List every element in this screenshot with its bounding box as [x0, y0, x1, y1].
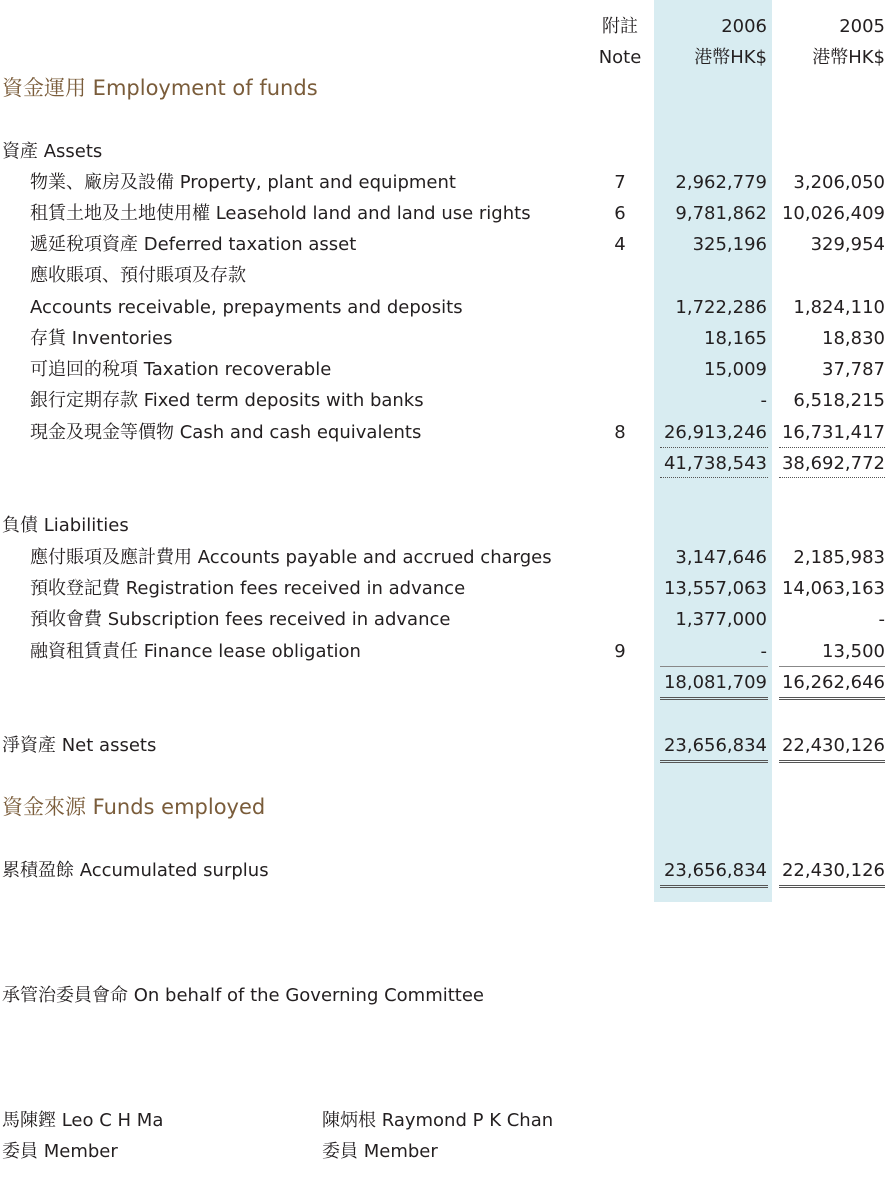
- section-employment-of-funds: 資金運用 Employment of funds: [2, 76, 318, 100]
- asset-row-2005: 1,824,110: [793, 297, 885, 318]
- liability-row-2005: 14,063,163: [781, 578, 885, 599]
- asset-row-2005: 6,518,215: [793, 390, 885, 411]
- net-assets-2005: 22,430,126: [781, 735, 885, 756]
- liability-row-2005: 13,500: [822, 641, 885, 662]
- subtotal-rule: [779, 666, 885, 667]
- col-2005-unit: 港幣HK$: [812, 47, 885, 68]
- asset-row-label: 租賃土地及土地使用權 Leasehold land and land use rights: [30, 203, 531, 224]
- liability-row-2006: 3,147,646: [675, 547, 767, 568]
- accumulated-surplus-label: 累積盈餘 Accumulated surplus: [2, 860, 269, 881]
- total-rule: [660, 760, 768, 763]
- liability-row-label: 預收登記費 Registration fees received in advance: [30, 578, 466, 599]
- asset-row-2005: 3,206,050: [793, 172, 885, 193]
- asset-row-label: 遞延稅項資產 Deferred taxation asset: [30, 234, 357, 255]
- liability-row-2006: 13,557,063: [663, 578, 767, 599]
- net-assets-2006: 23,656,834: [663, 735, 767, 756]
- asset-row-2005: 37,787: [822, 359, 885, 380]
- asset-row-note: 7: [614, 172, 626, 193]
- asset-row-2006: 18,165: [704, 328, 767, 349]
- total-rule: [779, 885, 885, 888]
- asset-row-label: Accounts receivable, prepayments and deposits: [30, 297, 463, 318]
- liability-row-2005: 2,185,983: [793, 547, 885, 568]
- asset-row-note: 8: [614, 422, 626, 443]
- asset-row-label: 應收賬項、預付賬項及存款: [30, 265, 246, 286]
- assets-heading: 資產 Assets: [2, 141, 103, 162]
- liability-row-label: 應付賬項及應計費用 Accounts payable and accrued charges: [30, 547, 552, 568]
- asset-row-2006: 26,913,246: [663, 422, 767, 443]
- asset-row-2006: 9,781,862: [675, 203, 767, 224]
- note-header-en: Note: [598, 47, 642, 68]
- note-header-zh: 附註: [602, 16, 638, 37]
- asset-row-label: 現金及現金等價物 Cash and cash equivalents: [30, 422, 422, 443]
- signatory-2-title: 委員 Member: [322, 1141, 438, 1162]
- subtotal-rule: [779, 447, 885, 448]
- liability-row-label: 預收會費 Subscription fees received in advance: [30, 609, 451, 630]
- governing-committee-behalf: 承管治委員會命 On behalf of the Governing Committee: [2, 985, 485, 1006]
- liabilities-total-2005: 16,262,646: [781, 672, 885, 693]
- liabilities-heading: 負債 Liabilities: [2, 515, 129, 536]
- asset-row-note: 6: [614, 203, 626, 224]
- liabilities-total-2006: 18,081,709: [663, 672, 767, 693]
- col-2006-year: 2006: [721, 16, 767, 37]
- asset-row-2006: 15,009: [704, 359, 767, 380]
- assets-total-2006: 41,738,543: [663, 453, 767, 474]
- asset-row-2005: 16,731,417: [781, 422, 885, 443]
- col-2005-year: 2005: [839, 16, 885, 37]
- asset-row-label: 存貨 Inventories: [30, 328, 173, 349]
- signatory-1-name: 馬陳鏗 Leo C H Ma: [2, 1110, 164, 1131]
- total-rule: [660, 477, 768, 478]
- asset-row-2005: 329,954: [810, 234, 885, 255]
- total-rule: [660, 885, 768, 888]
- liability-row-2006: 1,377,000: [675, 609, 767, 630]
- asset-row-label: 可追回的稅項 Taxation recoverable: [30, 359, 332, 380]
- accumulated-surplus-2005: 22,430,126: [781, 860, 885, 881]
- asset-row-2005: 10,026,409: [781, 203, 885, 224]
- liability-row-2005: -: [878, 609, 885, 630]
- subtotal-rule: [660, 666, 768, 667]
- net-assets-label: 淨資產 Net assets: [2, 735, 157, 756]
- total-rule: [779, 760, 885, 763]
- subtotal-rule: [660, 447, 768, 448]
- asset-row-2005: 18,830: [822, 328, 885, 349]
- accumulated-surplus-2006: 23,656,834: [663, 860, 767, 881]
- assets-total-2005: 38,692,772: [781, 453, 885, 474]
- asset-row-2006: 2,962,779: [675, 172, 767, 193]
- col-2006-unit: 港幣HK$: [694, 47, 767, 68]
- signatory-1-title: 委員 Member: [2, 1141, 118, 1162]
- section-funds-employed: 資金來源 Funds employed: [2, 795, 266, 819]
- asset-row-2006: 325,196: [692, 234, 767, 255]
- signatory-2-name: 陳炳根 Raymond P K Chan: [322, 1110, 554, 1131]
- liability-row-note: 9: [614, 641, 626, 662]
- liability-row-label: 融資租賃責任 Finance lease obligation: [30, 641, 361, 662]
- asset-row-note: 4: [614, 234, 626, 255]
- asset-row-label: 物業、廠房及設備 Property, plant and equipment: [30, 172, 456, 193]
- asset-row-2006: 1,722,286: [675, 297, 767, 318]
- asset-row-label: 銀行定期存款 Fixed term deposits with banks: [30, 390, 424, 411]
- 2006-column-highlight: [654, 0, 772, 902]
- asset-row-2006: -: [760, 390, 767, 411]
- total-rule: [779, 697, 885, 700]
- total-rule: [660, 697, 768, 700]
- liability-row-2006: -: [760, 641, 767, 662]
- total-rule: [779, 477, 885, 478]
